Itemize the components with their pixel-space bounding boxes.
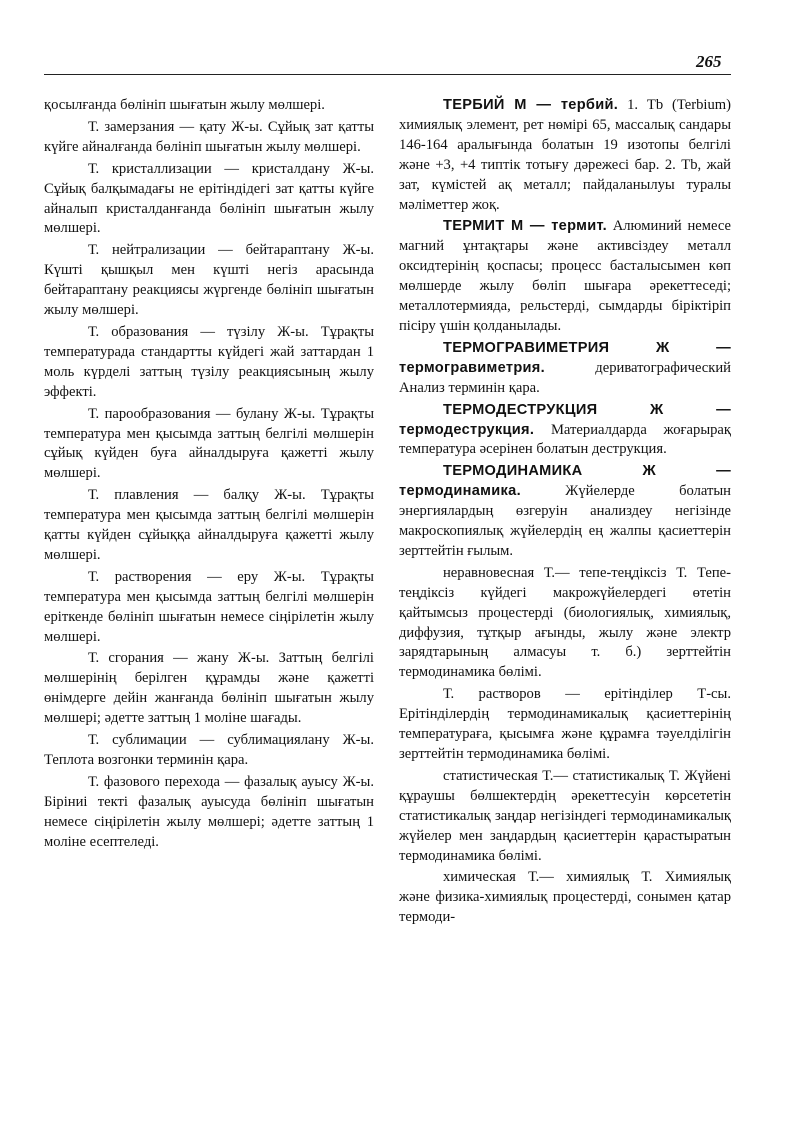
dictionary-subentry: Т. нейтрализации — бейтараптану Ж-ы. Күшті қышқыл мен күшті негіз арасында бейтараптану реакциясы жүргенде бөлініп шығатын жылу мөлшері. [44,242,374,319]
dictionary-subentry: Т. фазового перехода — фазалық ауысу Ж-ы. Біріниі текті фазалық ауысуда бөлініп шығатын немесе сіңірілетін жылу мөлшері; әдетте заттың 1 моліне есептеледі. [44,773,374,850]
entry-definition: статистическая Т.— статистикалық Т. Жүйені құраушы бөлшектердің әрекеттесуін көрсететін статистикалық заңдар негізіндегі термодинамикалық жүйелер мен заңдардың қасиеттерін қарастыратын термодинамика бөлімі. [399,767,731,864]
dictionary-entry [399,96,731,215]
dictionary-subentry: Т. сгорания — жану Ж-ы. Заттың белгілі мөлшерінің берілген құрамды және қажетті өнімдерге дейін жанғанда бөлініп шығатын жылу мөлшері; әдетте заттың 1 моліне шағады. [44,650,374,727]
entry-definition: Т. растворов — ерітінділер Т-сы. Ерітінділердің термодинамикалық қасиеттерінің температураға, қысымға және құрамға тәуелділігін зерттейтін термодинамика бөлімі. [399,686,731,762]
dictionary-subentry: Т. растворения — еру Ж-ы. Тұрақты температура мен қысымда заттың белгілі мөлшерін еріткенде бөлініп шығатын немесе сіңірілетін жылу мөлшері. [44,568,374,645]
dictionary-subentry: Т. сублимации — сублимациялану Ж-ы. Теплота возгонки терминін қара. [44,732,374,768]
entry-definition: Жүйелерде болатын энергиялардың өзгеруін анализдеу негізінде макроскопиялық жүйелердің ең жалпы қасиеттерін зерттейтін ғылым. [399,483,731,559]
dictionary-subentry [399,868,731,928]
left-column [44,96,374,855]
entry-headword: ТЕРМОДИНАМИКА Ж — термодинамика. [399,463,731,500]
dictionary-subentry: Т. плавления — балқу Ж-ы. Тұрақты температура мен қысымда заттың белгілі мөлшерін қатты күйден сұйыққа айналдыруға қажетті жылу мөлшері. [44,487,374,563]
dictionary-subentry: Т. кристаллизации — кристалдану Ж-ы. Сұйық балқымадағы не ерітіндідегі зат қатты күйге айналып кристалданғанда бөлініп шығатын жылу мөлшері. [44,160,374,237]
page-number: 265 [696,52,722,71]
dictionary-entry [399,401,731,461]
header-rule [44,74,731,75]
entry-headword: ТЕРБИЙ М — тербий. [443,97,619,113]
dictionary-entry [399,462,731,562]
dictionary-subentry [399,564,731,683]
entry-headword: ТЕРМОДЕСТРУКЦИЯ Ж — термодеструкция. [399,401,731,438]
entry-definition: 1. Tb (Terbium) химиялық элемент, рет нөмірі 65, массалық сандары 146-164 аралығында болатын 19 изотопы белгілі және +3, +4 типтік тотығу дәрежесі бар. 2. Tb, жай зат, күмістей ақ металл; пайдаланылуы туралы мәліметтер жоқ. [399,97,731,213]
entry-headword: ТЕРМОГРАВИМЕТРИЯ Ж — термогравиметрия. [399,339,731,376]
dictionary-subentry: қосылғанда бөлініп шығатын жылу мөлшері. [44,97,325,113]
entry-definition: химическая Т.— химиялық Т. Химиялық және физика-химиялық процестерді, сонымен қатар термоди- [399,869,731,926]
dictionary-subentry: Т. парообразования — булану Ж-ы. Тұрақты температура мен қысымда заттың белгілі мөлшерін сұйық күйден буға айналдыруға қажетті жылу мөлшері. [44,405,374,482]
dictionary-subentry: Т. замерзания — қату Ж-ы. Сұйық зат қатты күйге айналғанда бөлініп шығатын жылу мөлшері. [44,118,374,155]
dictionary-entry [399,339,731,399]
dictionary-subentry: Т. образования — түзілу Ж-ы. Тұрақты температурада стандартты күйдегі жай заттардан 1 моль күрделі заттың түзілу реакциясының жылу эффекті. [44,323,374,400]
entry-definition: Материалдарда жоғарырақ температура әсерінен болатын деструкция. [399,421,731,458]
right-column [399,96,731,930]
entry-definition: Алюминий немесе магний ұнтақтары және активсіздеу металл оксидтерінің қоспасы; процесс басталысымен көп мөлшерде жылу бөліп шығара әрекеттеседі; металлотермияда, рельстерді, сымдарды біріктіріп пісіру үшін қолданылады. [399,218,731,334]
dictionary-subentry [399,767,731,867]
entry-definition: неравновесная Т.— тепе-теңдіксіз Т. Тепе-теңдіксіз күйдегі макрожүйелердегі өтетін қайтымсыз процестерді (биологиялық, химиялық, диффузия, тұтқыр ағынды, жылу және электр зарядтарының алмасуы т. б.) зерттейтін термодинамика бөлімі. [399,564,731,681]
entry-definition: дериватографический Анализ терминін қара. [399,359,731,396]
entry-headword: ТЕРМИТ М — термит. [443,218,607,235]
dictionary-entry [399,217,731,336]
dictionary-subentry [399,685,731,765]
